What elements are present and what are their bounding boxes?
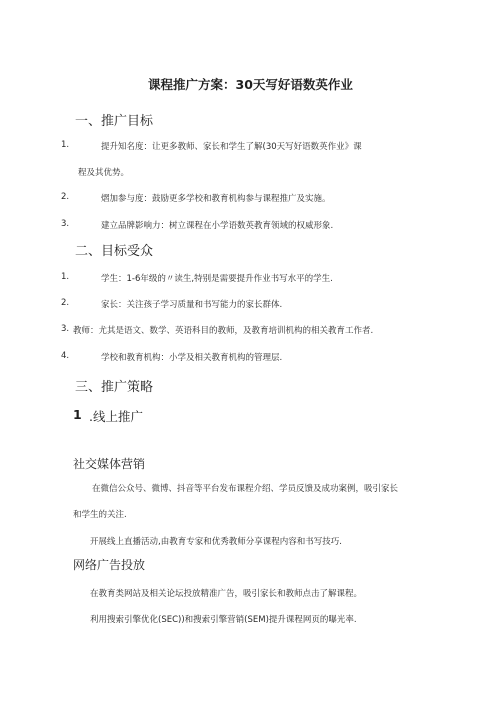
list-item-text: 学生：1-6年级的〃读生,特别是需要提升作业书写水平的学生. [101,274,333,284]
document-title: 课程推广方案：30天写好语数英作业 [148,77,353,92]
section-heading-goals: 一、推广目标 [75,114,154,129]
paragraph-continuation: 和学生的关注. [73,510,127,520]
list-item-text: 熠加参与度：鼓励更多学校和教育机构参与课程推广及实施。 [101,194,331,204]
list-item-number: 3. [61,219,70,229]
list-item-number: 3. [61,324,70,334]
list-item-number: 2. [61,192,70,202]
paragraph: 在教育类网站及相关论坛投放精准广告，吸引家长和教师点击了解课程。 [90,589,363,599]
subheading-number: 1 [73,407,82,422]
block-heading-online-ads: 网络广告投放 [73,558,146,572]
list-item-number: 4. [61,351,70,361]
section-heading-strategy: 三、推广策略 [75,380,154,395]
list-item-text: 教师：尤其是语文、数学、英语科目的教师，及教育培训机构的相关教育工作者. [73,326,374,336]
subheading-online-promotion: .线上推广 [89,409,143,424]
list-item-text: 学校和教育机构：小学及相关教育机构的管理层. [101,353,283,363]
paragraph: 开展线上直播活动,由教育专家和优秀教师分享课程内容和书写技巧. [90,537,342,547]
block-heading-social-media: 社交媒体营销 [73,457,146,471]
list-item-text: 提升知名度：让更多教师、家长和学生了解(30天写好语数英作业》课 [101,142,362,152]
paragraph: 利用搜索引擎优化(SEC))和搜索引擎营销(SEM)提升课程网页的曝光率. [90,615,357,625]
list-item-continuation: 程及其优势。 [78,168,130,178]
list-item-number: 1. [61,140,70,150]
list-item-text: 家长：关注孩子学习质量和书写能力的家长群体. [101,300,283,310]
list-item-number: 2. [61,298,70,308]
list-item-number: 1. [61,272,70,282]
paragraph: 在微信公众号、微博、抖音等平台发布课程介绍、学员反馈及成功案例，吸引家长 [92,484,399,494]
section-heading-audience: 二、目标受众 [75,244,154,259]
list-item-text: 建立品牌影响力：树立课程在小学语数英教育领域的权威形象. [101,221,334,231]
